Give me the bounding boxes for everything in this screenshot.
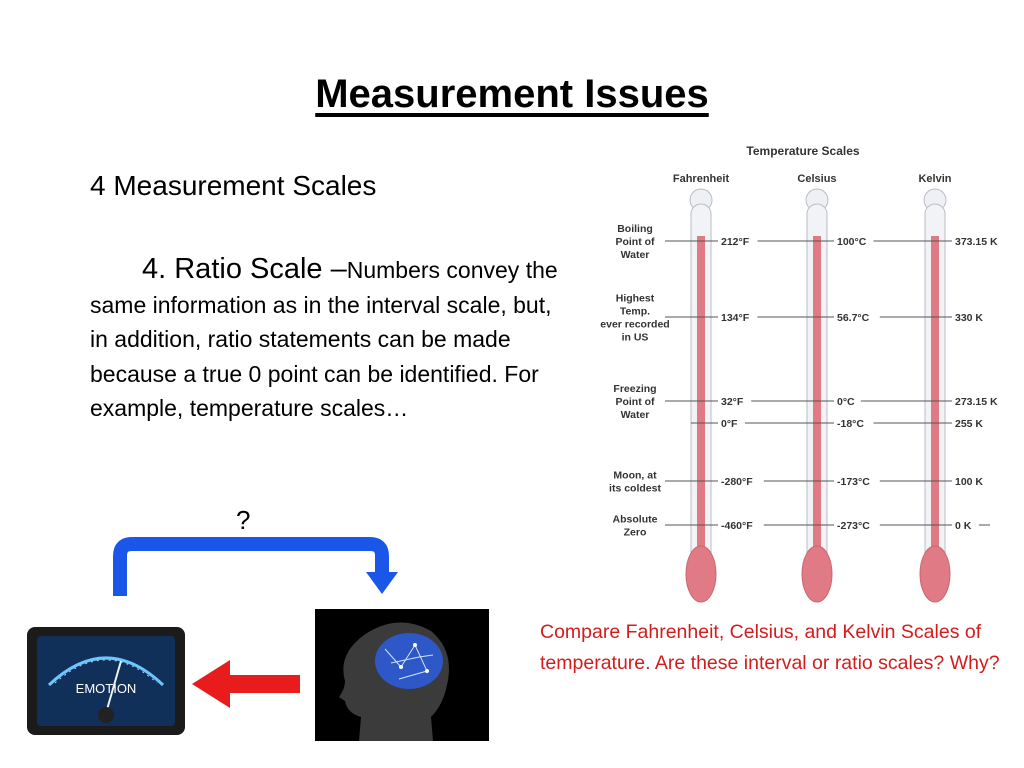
- temperature-scales-figure: [585, 138, 1005, 608]
- thermo-row-label: ever recorded: [600, 318, 670, 331]
- thermo-col-fahrenheit: Fahrenheit: [672, 173, 730, 185]
- thermometer-kelvin: [920, 189, 950, 602]
- thermo-row-label: its coldest: [609, 482, 661, 495]
- ratio-scale-description: Numbers convey the same information as in the interval scale, but, in addition, ratio statements can be made because a true 0 point can be identified. For example, temperature scales…: [90, 257, 558, 421]
- thermo-row-label: Boiling: [617, 223, 653, 235]
- thermo-col-celsius: Celsius: [797, 173, 837, 185]
- thermo-row-label: Zero: [623, 526, 647, 539]
- thermo-value: -273°C: [837, 520, 870, 532]
- thermo-value: 0°F: [721, 418, 738, 430]
- thermo-value: 330 K: [955, 312, 984, 324]
- thermo-row-label: Point of: [615, 396, 655, 408]
- thermo-value: -280°F: [721, 476, 753, 488]
- thermo-row-label: Point of: [615, 236, 655, 248]
- thermo-row-label: Highest: [615, 292, 655, 305]
- thermo-value: -18°C: [837, 418, 864, 430]
- thermo-value: 0 K: [955, 520, 972, 532]
- thermometer-celsius: [802, 189, 832, 602]
- body-text: [90, 252, 570, 426]
- thermo-value: 134°F: [721, 312, 750, 324]
- emotion-meter-label: EMOTION: [75, 681, 137, 696]
- thermo-value: 212°F: [721, 236, 750, 248]
- thermo-row-label: in US: [621, 331, 649, 344]
- thermo-value: 273.15 K: [955, 396, 998, 408]
- red-caption: Compare Fahrenheit, Celsius, and Kelvin Scales of temperature. Are these interval or ratio scales? Why?: [540, 621, 1000, 674]
- thermo-value: -173°C: [837, 476, 870, 488]
- thermo-row-label: Moon, at: [613, 469, 657, 482]
- thermo-value: 56.7°C: [837, 312, 870, 324]
- emotion-meter-image: [27, 627, 185, 735]
- blue-bracket-arrow: [100, 536, 410, 602]
- thermo-row-label: Freezing: [613, 383, 657, 395]
- human-head-brain-image: [315, 609, 489, 741]
- thermometer-fahrenheit: [686, 189, 716, 602]
- thermo-value: 100 K: [955, 476, 984, 488]
- thermo-row-label: Absolute: [612, 513, 658, 526]
- thermo-row: [691, 416, 992, 430]
- question-mark: ?: [236, 505, 251, 535]
- thermo-row-label: Water: [620, 249, 650, 261]
- thermo-value: 373.15 K: [955, 236, 998, 248]
- thermo-value: -460°F: [721, 520, 753, 532]
- ratio-scale-heading: 4. Ratio Scale –: [142, 253, 347, 285]
- thermo-row-label: Water: [620, 409, 650, 421]
- thermo-value: 0°C: [837, 396, 855, 408]
- red-left-arrow: [190, 656, 302, 712]
- thermo-col-kelvin: Kelvin: [918, 173, 952, 185]
- thermo-value: 255 K: [955, 418, 984, 430]
- slide-title: Measurement Issues: [315, 72, 709, 116]
- thermo-row-label: Temp.: [619, 305, 651, 318]
- thermo-value: 32°F: [721, 396, 744, 408]
- thermo-value: 100°C: [837, 236, 867, 248]
- slide-subtitle: 4 Measurement Scales: [90, 170, 377, 201]
- thermo-figure-title: Temperature Scales: [746, 144, 860, 158]
